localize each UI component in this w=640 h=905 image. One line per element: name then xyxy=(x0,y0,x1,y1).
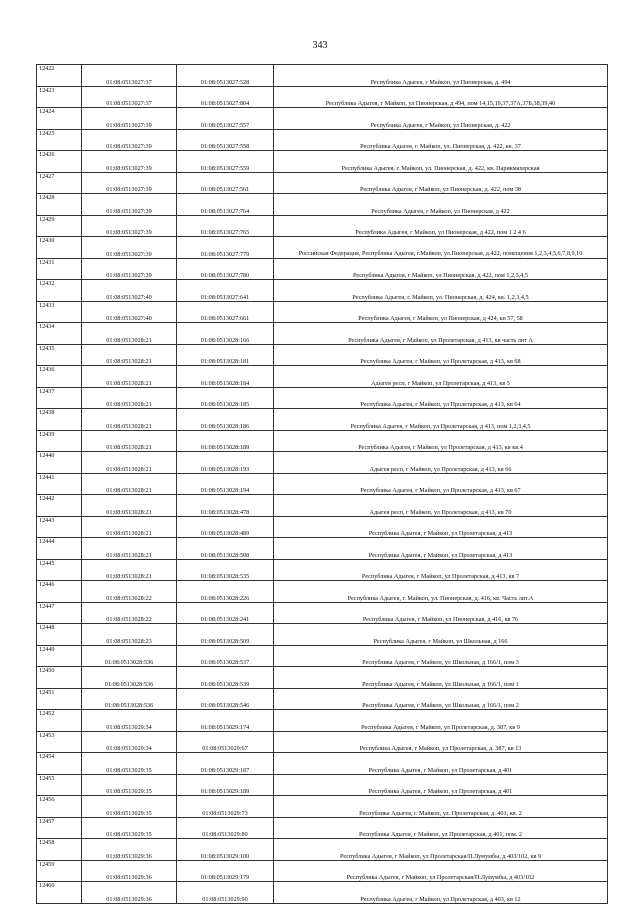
parcel-cadastral-number: 01:08:0513028:21 xyxy=(82,538,177,560)
row-number: 12439 xyxy=(37,430,82,452)
parcel-cadastral-number: 01:08:0513028:21 xyxy=(82,452,177,474)
parcel-cadastral-number: 01:08:0513027:37 xyxy=(82,65,177,87)
row-number: 12438 xyxy=(37,409,82,431)
parcel-cadastral-number: 01:08:0513027:39 xyxy=(82,258,177,280)
parcel-cadastral-number: 01:08:0513028:22 xyxy=(82,581,177,603)
object-cadastral-number: 01:08:0513029:100 xyxy=(177,839,274,861)
object-cadastral-number: 01:08:0513028:184 xyxy=(177,366,274,388)
row-number: 12436 xyxy=(37,366,82,388)
row-number: 12430 xyxy=(37,237,82,259)
table-row xyxy=(37,710,608,732)
object-cadastral-number: 01:08:0513029:187 xyxy=(177,753,274,775)
table-row xyxy=(37,151,608,173)
parcel-cadastral-number: 01:08:0513027:37 xyxy=(82,86,177,108)
row-number: 12460 xyxy=(37,882,82,904)
row-number: 12450 xyxy=(37,667,82,689)
object-address: Российская Федерация, Республика Адыгея, г.Майкоп, ул.Пионерская, д.422, помещения 1,2,3,4,5,6,7,8,9,10 xyxy=(274,237,608,259)
object-address: Республика Адыгея, г Майкоп, ул Пролетарская, д 413 xyxy=(274,538,608,560)
object-address: Республика Адыгея, г Майкоп, ул Пролетарская, д. 387, кв 13 xyxy=(274,731,608,753)
object-address: Республика Адыгея, г Майкоп, ул Пионерская, д 416, кв 76 xyxy=(274,602,608,624)
table-row xyxy=(37,882,608,904)
table-row xyxy=(37,430,608,452)
parcel-cadastral-number: 01:08:0513027:39 xyxy=(82,215,177,237)
object-cadastral-number: 01:08:0513028:508 xyxy=(177,538,274,560)
object-address: Адыгея респ, г Майкоп, ул Пролетарская, д 413, кв 70 xyxy=(274,495,608,517)
table-row xyxy=(37,538,608,560)
object-address: Республика Адыгея, г Майкоп, ул Пролетарская, д 413 xyxy=(274,516,608,538)
parcel-cadastral-number: 01:08:0513027:39 xyxy=(82,194,177,216)
parcel-cadastral-number: 01:08:0513027:39 xyxy=(82,129,177,151)
table-row xyxy=(37,624,608,646)
table-row xyxy=(37,387,608,409)
row-number: 12433 xyxy=(37,301,82,323)
object-address: Республика Адыгея, г Майкоп, ул Школьная, д 166/1, пом 1 xyxy=(274,667,608,689)
object-cadastral-number: 01:08:0513028:537 xyxy=(177,645,274,667)
row-number: 12441 xyxy=(37,473,82,495)
page-number: 343 xyxy=(312,40,328,51)
object-address: Республика Адыгея, г Майкоп, ул Пионерская, д 422 xyxy=(274,194,608,216)
object-address: Республика Адыгея, г Майкоп, ул Школьная, д 166 xyxy=(274,624,608,646)
object-address: Республика Адыгея, г Майкоп, ул Пролетарская, д 401 xyxy=(274,753,608,775)
object-address: Республика Адыгея, г Майкоп, ул Пролетарская, д 401, пом. 2 xyxy=(274,817,608,839)
parcel-cadastral-number: 01:08:0513029:36 xyxy=(82,860,177,882)
row-number: 12446 xyxy=(37,581,82,603)
row-number: 12428 xyxy=(37,194,82,216)
object-cadastral-number: 01:08:0513029:67 xyxy=(177,731,274,753)
row-number: 12451 xyxy=(37,688,82,710)
table-row xyxy=(37,323,608,345)
object-cadastral-number: 01:08:0513029:174 xyxy=(177,710,274,732)
parcel-cadastral-number: 01:08:0513029:35 xyxy=(82,774,177,796)
parcel-cadastral-number: 01:08:0513028:536 xyxy=(82,667,177,689)
object-cadastral-number: 01:08:0513028:194 xyxy=(177,473,274,495)
object-cadastral-number: 01:08:0513028:186 xyxy=(177,409,274,431)
table-row xyxy=(37,452,608,474)
object-address: Республика Адыгея, г Майкоп, ул Пролетарская/П.Лумумбы, д 403/102, кв 9 xyxy=(274,839,608,861)
object-cadastral-number: 01:08:0513028:193 xyxy=(177,452,274,474)
object-address: Республика Адыгея, г Майкоп, ул Пролетарская, д 413, кв 7 xyxy=(274,559,608,581)
parcel-cadastral-number: 01:08:0513028:536 xyxy=(82,645,177,667)
table-row xyxy=(37,602,608,624)
object-address: Республика Адыгея, г Майкоп, ул Школьная, д 166/1, пом 2 xyxy=(274,688,608,710)
row-number: 12444 xyxy=(37,538,82,560)
row-number: 12425 xyxy=(37,129,82,151)
object-cadastral-number: 01:08:0513028:478 xyxy=(177,495,274,517)
row-number: 12431 xyxy=(37,258,82,280)
object-address: Республика Адыгея, г. Майкоп, ул. Пионерская, д. 422, кв. 37 xyxy=(274,129,608,151)
row-number: 12448 xyxy=(37,624,82,646)
table-row xyxy=(37,301,608,323)
parcel-cadastral-number: 01:08:0513028:22 xyxy=(82,602,177,624)
parcel-cadastral-number: 01:08:0513029:35 xyxy=(82,753,177,775)
parcel-cadastral-number: 01:08:0513028:21 xyxy=(82,473,177,495)
table-row xyxy=(37,86,608,108)
parcel-cadastral-number: 01:08:0513028:21 xyxy=(82,366,177,388)
row-number: 12459 xyxy=(37,860,82,882)
parcel-cadastral-number: 01:08:0513029:34 xyxy=(82,710,177,732)
object-address: Республика Адыгея, г Майкоп, ул Пионерская, д 422, пом 1,2,3,4,5 xyxy=(274,258,608,280)
parcel-cadastral-number: 01:08:0513029:34 xyxy=(82,731,177,753)
object-address: Республика Адыгея, г. Майкоп, ул. Пролетарская, д. 401, кв. 2 xyxy=(274,796,608,818)
table-row xyxy=(37,645,608,667)
object-cadastral-number: 01:08:0513027:804 xyxy=(177,86,274,108)
table-row xyxy=(37,731,608,753)
table-row xyxy=(37,817,608,839)
object-cadastral-number: 01:08:0513027:557 xyxy=(177,108,274,130)
parcel-cadastral-number: 01:08:0513027:39 xyxy=(82,151,177,173)
object-address: Республика Адыгея, г Майкоп, ул Пролетарская/П.Лумумбы, д 403/102 xyxy=(274,860,608,882)
row-number: 12443 xyxy=(37,516,82,538)
object-cadastral-number: 01:08:0513028:166 xyxy=(177,323,274,345)
table-row xyxy=(37,796,608,818)
object-address: Республика Адыгея, г Майкоп, ул Пролетарская, д 413, кв 68 xyxy=(274,344,608,366)
parcel-cadastral-number: 01:08:0513027:39 xyxy=(82,108,177,130)
table-row xyxy=(37,839,608,861)
table-row xyxy=(37,172,608,194)
object-address: Республика Адыгея, г Майкоп, ул Пролетарская, д 413, кв 64 xyxy=(274,387,608,409)
row-number: 12437 xyxy=(37,387,82,409)
object-address: Республика Адыгея, г Майкоп, ул Пролетарская, д 403, кв 12 xyxy=(274,882,608,904)
object-cadastral-number: 01:08:0513027:641 xyxy=(177,280,274,302)
object-cadastral-number: 01:08:0513029:179 xyxy=(177,860,274,882)
parcel-cadastral-number: 01:08:0513028:21 xyxy=(82,323,177,345)
table-row xyxy=(37,581,608,603)
object-cadastral-number: 01:08:0513027:780 xyxy=(177,258,274,280)
parcel-cadastral-number: 01:08:0513028:536 xyxy=(82,688,177,710)
object-cadastral-number: 01:08:0513029:80 xyxy=(177,817,274,839)
row-number: 12456 xyxy=(37,796,82,818)
parcel-cadastral-number: 01:08:0513029:35 xyxy=(82,796,177,818)
object-address: Республика Адыгея, г Майкоп, ул Пионерская, д 494, пом 14,15,19,37,37А,37Б,38,39,40 xyxy=(274,86,608,108)
object-cadastral-number: 01:08:0513028:185 xyxy=(177,387,274,409)
table-row xyxy=(37,495,608,517)
object-address: Республика Адыгея, г Майкоп, ул Пролетарская, д 413, пом 1,2,3,4,5 xyxy=(274,409,608,431)
row-number: 12427 xyxy=(37,172,82,194)
object-cadastral-number: 01:08:0513028:539 xyxy=(177,667,274,689)
object-cadastral-number: 01:08:0513028:226 xyxy=(177,581,274,603)
object-address: Республика Адыгея, г Майкоп, ул Пролетарская, д 413, кв 67 xyxy=(274,473,608,495)
object-cadastral-number: 01:08:0513028:535 xyxy=(177,559,274,581)
object-address: Республика Адыгея, г. Майкоп, ул. Пионерская, д. 424, кв. 1,2,3,4,5 xyxy=(274,280,608,302)
object-cadastral-number: 01:08:0513028:509 xyxy=(177,624,274,646)
table-row xyxy=(37,516,608,538)
parcel-cadastral-number: 01:08:0513027:40 xyxy=(82,280,177,302)
table-row xyxy=(37,559,608,581)
parcel-cadastral-number: 01:08:0513028:21 xyxy=(82,387,177,409)
object-address: Республика Адыгея, г Майкоп, ул Пионерская, д 424, кв 57, 58 xyxy=(274,301,608,323)
row-number: 12457 xyxy=(37,817,82,839)
row-number: 12458 xyxy=(37,839,82,861)
object-address: Республика Адыгея, г Майкоп, ул Пионерская, д 422, пом 1 2 4 6 xyxy=(274,215,608,237)
object-cadastral-number: 01:08:0513028:489 xyxy=(177,516,274,538)
row-number: 12453 xyxy=(37,731,82,753)
object-cadastral-number: 01:08:0513027:561 xyxy=(177,172,274,194)
table-row xyxy=(37,194,608,216)
row-number: 12435 xyxy=(37,344,82,366)
object-cadastral-number: 01:08:0513027:779 xyxy=(177,237,274,259)
row-number: 12452 xyxy=(37,710,82,732)
row-number: 12426 xyxy=(37,151,82,173)
object-address: Республика Адыгея, г. Майкоп, ул. Пионерская, д. 422, кв. Парикмахерская xyxy=(274,151,608,173)
object-cadastral-number: 01:08:0513027:764 xyxy=(177,194,274,216)
row-number: 12429 xyxy=(37,215,82,237)
object-address: Республика Адыгея, г Майкоп, ул Пролетарская, д. 387, кв 9 xyxy=(274,710,608,732)
table-row xyxy=(37,129,608,151)
object-cadastral-number: 01:08:0513029:90 xyxy=(177,882,274,904)
parcel-cadastral-number: 01:08:0513028:21 xyxy=(82,559,177,581)
table-row xyxy=(37,237,608,259)
parcel-cadastral-number: 01:08:0513028:21 xyxy=(82,409,177,431)
row-number: 12422 xyxy=(37,65,82,87)
object-address: Адыгея респ, г Майкоп, ул Пролетарская, д 413, кв 66 xyxy=(274,452,608,474)
table-row xyxy=(37,473,608,495)
object-cadastral-number: 01:08:0513029:73 xyxy=(177,796,274,818)
parcel-cadastral-number: 01:08:0513028:21 xyxy=(82,430,177,452)
row-number: 12440 xyxy=(37,452,82,474)
table-row xyxy=(37,344,608,366)
object-cadastral-number: 01:08:0513027:765 xyxy=(177,215,274,237)
table-row xyxy=(37,258,608,280)
row-number: 12442 xyxy=(37,495,82,517)
row-number: 12447 xyxy=(37,602,82,624)
table-row xyxy=(37,774,608,796)
object-address: Адыгея респ, г Майкоп, ул Пролетарская, д 413, кв 5 xyxy=(274,366,608,388)
parcel-cadastral-number: 01:08:0513028:21 xyxy=(82,495,177,517)
object-cadastral-number: 01:08:0513028:546 xyxy=(177,688,274,710)
object-address: Республика Адыгея, г Майкоп, ул Пролетарская, д 413, кв часть лит А xyxy=(274,323,608,345)
object-address: Республика Адыгея, г Майкоп, ул Пионерская, д. 422 xyxy=(274,108,608,130)
object-cadastral-number: 01:08:0513028:189 xyxy=(177,430,274,452)
object-cadastral-number: 01:08:0513028:181 xyxy=(177,344,274,366)
table-row xyxy=(37,215,608,237)
object-cadastral-number: 01:08:0513027:661 xyxy=(177,301,274,323)
row-number: 12445 xyxy=(37,559,82,581)
row-number: 12424 xyxy=(37,108,82,130)
parcel-cadastral-number: 01:08:0513027:39 xyxy=(82,172,177,194)
object-address: Республика Адыгея, г Майкоп, ул Пионерская, д. 494 xyxy=(274,65,608,87)
parcel-cadastral-number: 01:08:0513029:35 xyxy=(82,817,177,839)
object-cadastral-number: 01:08:0513027:559 xyxy=(177,151,274,173)
row-number: 12455 xyxy=(37,774,82,796)
registry-table-body xyxy=(37,65,608,904)
object-cadastral-number: 01:08:0513029:189 xyxy=(177,774,274,796)
row-number: 12423 xyxy=(37,86,82,108)
table-row xyxy=(37,108,608,130)
row-number: 12434 xyxy=(37,323,82,345)
object-address: Республика Адыгея, г. Майкоп, ул. Пионерская, д. 416, кв. Часть лит.А xyxy=(274,581,608,603)
object-address: Республика Адыгея, г Майкоп, ул Пионерская, д. 422, пом 38 xyxy=(274,172,608,194)
table-row xyxy=(37,65,608,87)
object-cadastral-number: 01:08:0513028:241 xyxy=(177,602,274,624)
parcel-cadastral-number: 01:08:0513028:23 xyxy=(82,624,177,646)
parcel-cadastral-number: 01:08:0513029:36 xyxy=(82,882,177,904)
table-row xyxy=(37,860,608,882)
row-number: 12454 xyxy=(37,753,82,775)
table-row xyxy=(37,688,608,710)
object-address: Республика Адыгея, г Майкоп, ул Пролетарская, д 401 xyxy=(274,774,608,796)
registry-table xyxy=(36,64,608,904)
parcel-cadastral-number: 01:08:0513029:36 xyxy=(82,839,177,861)
object-cadastral-number: 01:08:0513027:558 xyxy=(177,129,274,151)
parcel-cadastral-number: 01:08:0513028:21 xyxy=(82,344,177,366)
parcel-cadastral-number: 01:08:0513028:21 xyxy=(82,516,177,538)
parcel-cadastral-number: 01:08:0513027:40 xyxy=(82,301,177,323)
parcel-cadastral-number: 01:08:0513027:39 xyxy=(82,237,177,259)
table-row xyxy=(37,753,608,775)
object-address: Республика Адыгея, г Майкоп, ул Школьная, д 166/1, пом 3 xyxy=(274,645,608,667)
table-row xyxy=(37,409,608,431)
table-row xyxy=(37,366,608,388)
row-number: 12432 xyxy=(37,280,82,302)
row-number: 12449 xyxy=(37,645,82,667)
object-cadastral-number: 01:08:0513027:528 xyxy=(177,65,274,87)
table-row xyxy=(37,667,608,689)
table-row xyxy=(37,280,608,302)
object-address: Республика Адыгея, г Майкоп, ул Пролетарская, д 413, кв кв.4 xyxy=(274,430,608,452)
